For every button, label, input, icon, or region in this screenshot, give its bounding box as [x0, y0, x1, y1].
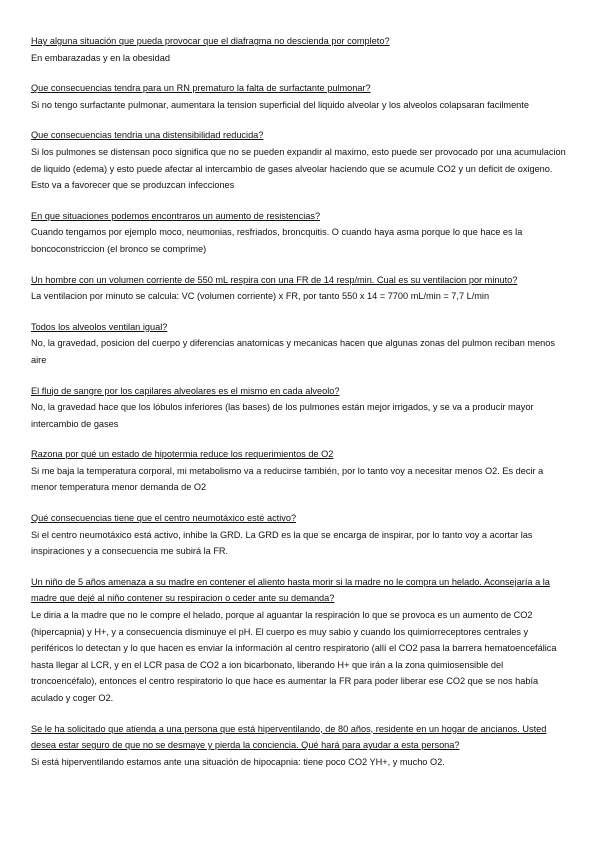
qa-block-1: [31, 33, 571, 66]
answer-text: Si los pulmones se distensan poco significa que no se pueden expandir al maximo, esto puede ser provocado por una acumulacion de liquido (edema) y esto puede afectar al intercambio de gases alveolar haciendo que se acumule CO2 y un deficit de oxigeno. Esto va a favorecer que se produzcan infecciones: [31, 146, 566, 191]
answer-text: Si está hiperventilando estamos ante una situación de hipocapnia: tiene poco CO2 YH+, y mucho O2.: [31, 756, 445, 767]
question-text: Un niño de 5 años amenaza a su madre en contener el aliento hasta morir si la madre no le compra un helado. Aconsejaría a la madre que dejé al niño contener su respiracion o ceder ante su demanda?: [31, 576, 550, 604]
question-text: Todos los alveolos ventilan igual?: [31, 321, 168, 332]
answer-text: Si no tengo surfactante pulmonar, aumentara la tension superficial del liquido alveolar y los alveolos colapsaran facilmente: [31, 99, 529, 110]
question-text: Un hombre con un volumen corriente de 550 mL respira con una FR de 14 resp/min. Cual es su ventilacion por minuto?: [31, 274, 518, 285]
qa-block-6: [31, 319, 571, 369]
answer-text: Le diria a la madre que no le compre el helado, porque al aguantar la respiración lo que se provoca es un aumento de CO2 (hipercapnia) y H+, y a consecuencia disminuye el pH. El cuerpo es muy sabio y cuando los quimiorreceptores centrales y periféricos lo detectan y lo que hacen es enviar la información al centro respiratorio (allí el CO2 pasa la barrera hematoencefálica hasta llegar al LCR, y en el LCR pasa de CO2 a ion bicarbonato, liberando H+ que irán a la zona quimiosensible del troncoencéfalo), entonces el centro respiratorio lo que hace es aumentar la FR para poder liberar ese CO2 que se nos había aculado y coger O2.: [31, 610, 557, 703]
qa-block-7: [31, 383, 571, 433]
qa-block-2: [31, 80, 571, 113]
qa-block-5: [31, 272, 571, 305]
question-text: Qué consecuencias tiene que el centro neumotáxico esté activo?: [31, 513, 297, 524]
qa-block-4: [31, 208, 571, 258]
answer-text: Si me baja la temperatura corporal, mi metabolismo va a reducirse también, por lo tanto voy a necesitar menos O2. Es decir a menor temperatura menor demanda de O2: [31, 465, 544, 493]
qa-block-11: [31, 721, 571, 771]
answer-text: Si el centro neumotáxico está activo, inhibe la GRD. La GRD es la que se encarga de inspirar, por lo tanto voy a acortar las inspiraciones y a consecuencia me subirá la FR.: [31, 529, 533, 557]
answer-text: La ventilacion por minuto se calcula: VC (volumen corriente) x FR, por tanto 550 x 14 = 7700 mL/min = 7,7 L/min: [31, 291, 490, 302]
qa-block-10: [31, 574, 571, 707]
qa-block-3: [31, 127, 571, 193]
question-text: Razona por qué un estado de hipotermia reduce los requerimientos de O2: [31, 449, 334, 460]
question-text: Se le ha solicitado que atienda a una persona que está hiperventilando, de 80 años, residente en un hogar de ancianos. Usted desea estar seguro de que no se desmaye y pierda la conciencia. Qué hará para ayudar a esta persona?: [31, 723, 547, 751]
question-text: Que consecuencias tendria una distensibilidad reducida?: [31, 130, 264, 141]
question-text: El flujo de sangre por los capilares alveolares es el mismo en cada alveolo?: [31, 385, 340, 396]
answer-text: Cuando tengamos por ejemplo moco, neumonias, resfriados, broncquitis. O cuando haya asma porque lo que hace es la boncoconstriccion (el bronco se comprime): [31, 227, 523, 254]
question-text: En que situaciones podemos encontraros un aumento de resistencias?: [31, 210, 321, 221]
answer-text: No, la gravedad, posicion del cuerpo y diferencias anatomicas y mecanicas hacen que algunas zonas del pulmon reciban menos aire: [31, 338, 555, 365]
qa-block-8: [31, 446, 571, 496]
document-body: [31, 33, 571, 770]
question-text: Que consecuencias tendra para un RN prematuro la falta de surfactante pulmonar?: [31, 83, 371, 94]
question-text: Hay alguna situación que pueda provocar que el diafragma no descienda por completo?: [31, 36, 390, 46]
qa-block-9: [31, 510, 571, 560]
answer-text: En embarazadas y en la obesidad: [31, 52, 170, 63]
answer-text: No, la gravedad hace que los lóbulos inferiores (las bases) de los pulmones están mejor irrigados, y se va a producir mayor intercambio de gases: [31, 402, 534, 429]
